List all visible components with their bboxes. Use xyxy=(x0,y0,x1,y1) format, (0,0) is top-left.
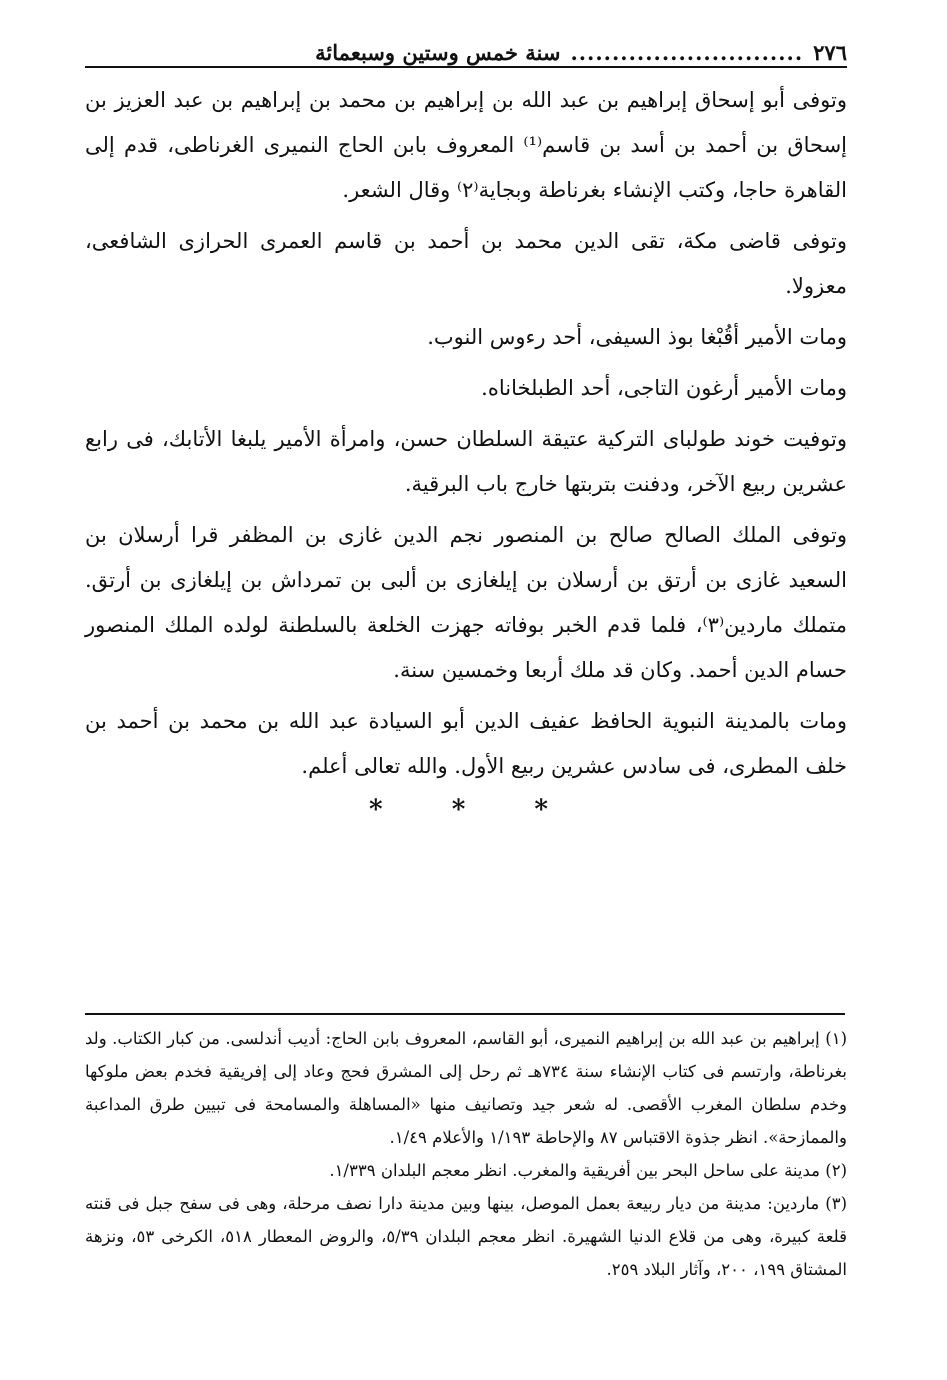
page-number: ٢٧٦ xyxy=(813,40,847,65)
running-head xyxy=(85,34,847,68)
paragraph: وتوفى أبو إسحاق إبراهيم بن عبد الله بن إبراهيم بن محمد بن إبراهيم بن عبد العزيز بن إسحاق بن أحمد بن أسد بن قاسم⁽¹⁾ المعروف بابن الحاج النميرى الغرناطى، قدم إلى القاهرة حاجا، وكتب الإنشاء بغرناطة وبجاية⁽٢⁾ وقال الشعر. xyxy=(85,88,847,202)
footnotes xyxy=(85,1022,847,1286)
paragraph: وتوفى قاضى مكة، تقى الدين محمد بن أحمد بن قاسم العمرى الحرازى الشافعى، معزولا. xyxy=(85,229,847,298)
paragraph: ومات بالمدينة النبوية الحافظ عفيف الدين أبو السيادة عبد الله بن محمد بن أحمد بن خلف المطرى، فى سادس عشرين ربيع الأول. والله تعالى أعلم. xyxy=(85,709,847,778)
paragraph: وتوفى الملك الصالح صالح بن المنصور نجم الدين غازى بن المظفر قرا أرسلان بن السعيد غازى بن أرتق بن أرسلان بن إيلغازى بن ألبى بن تمرداش بن إيلغازى بن أرتق. متملك ماردين⁽٣⁾، فلما قدم الخبر بوفاته جهزت الخلعة بالسلطنة لولده الملك المنصور حسام الدين أحمد. وكان قد ملك أربعا وخمسين سنة. xyxy=(85,523,847,682)
header-dots: ............................ xyxy=(570,40,804,65)
footnote-rule xyxy=(85,1013,845,1015)
running-title: سنة خمس وستين وسبعمائة xyxy=(315,40,561,65)
paragraph: وتوفيت خوند طولباى التركية عتيقة السلطان حسن، وامرأة الأمير يلبغا الأتابك، فى رابع عشرين ربيع الآخر، ودفنت بتربتها خارج باب البرقية. xyxy=(85,427,847,496)
footnote: (١) إبراهيم بن عبد الله بن إبراهيم النميرى، أبو القاسم، المعروف بابن الحاج: أديب أندلسى. من كبار الكتاب. ولد بغرناطة، وارتسم فى كتاب الإنشاء سنة ٧٣٤هـ ثم رحل إلى المشرق فحج وعاد إلى إفريقية فخدم بعض ملوكها وخدم سلطان المغرب الأقصى. له شعر جيد وتصانيف منها «المساهلة والمسامحة فى تبيين طرق المداعبة والممازحة». انظر جذوة الاقتباس ٨٧ والإحاطة ١/١٩٣ والأعلام ١/٤٩. xyxy=(85,1029,848,1147)
footnote: (٣) ماردين: مدينة من ديار ربيعة بعمل الموصل، بينها وبين مدينة دارا نصف مرحلة، وهى فى سفح جبل فى قنته قلعة كبيرة، وهى من قلاع الدنيا الشهيرة. انظر معجم البلدان ٥/٣٩، والروض المعطار ٥١٨، الكرخى ٥٣، ونزهة المشتاق ١٩٩، ٢٠٠، وآثار البلاد ٢٥٩. xyxy=(85,1194,847,1279)
footnote: (٢) مدينة على ساحل البحر بين أفريقية والمغرب. انظر معجم البلدان ١/٣٣٩. xyxy=(329,1161,847,1180)
section-separator: * * * xyxy=(369,795,578,825)
paragraph: ومات الأمير أقُبْغا بوذ السيفى، أحد رءوس النوب. xyxy=(427,325,847,349)
paragraph: ومات الأمير أرغون التاجى، أحد الطبلخاناه. xyxy=(481,376,847,400)
main-text xyxy=(85,78,847,795)
